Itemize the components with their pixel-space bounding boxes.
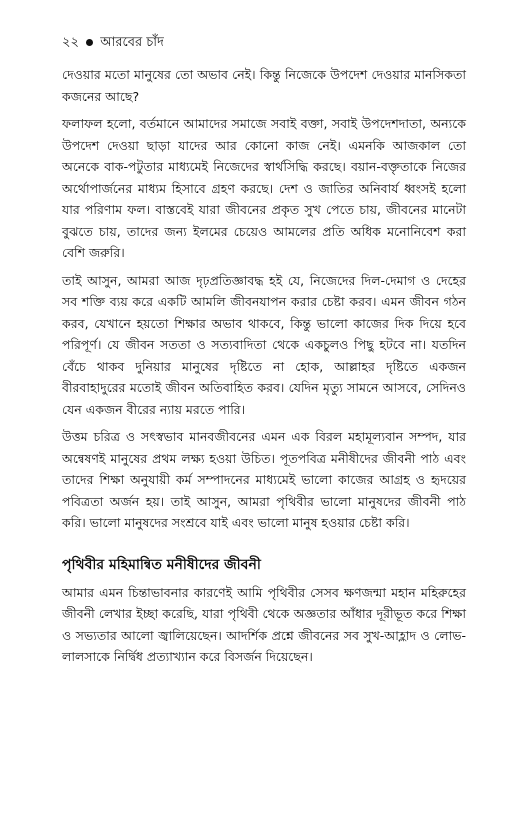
paragraph-3: তাই আসুন, আমরা আজ দৃঢ়প্রতিজ্ঞাবদ্ধ হই যে, নিজেদের দিল-দেমাগ ও দেহের সব শক্তি ব্যয় করে একটি আমলি জীবনযাপন করার চেষ্টা করব। এমন জীবন গঠন করব, যেখানে হয়তো শিক্ষার অভাব থাকবে, কিন্তু ভালো কাজের দিক দিয়ে হবে পরিপূর্ণ। যে জীবন সততা ও সত্যবাদিতা থেকে একচুলও পিছু হটবে না। যতদিন বেঁচে থাকব দুনিয়ার মানুষের দৃষ্টিতে না হোক, আল্লাহর দৃষ্টিতে একজন বীরবাহাদুরের মতোই জীবন অতিবাহিত করব। যেদিন মৃত্যু সামনে আসবে, সেদিনও যেন একজন বীরের ন্যায় মরতে পারি। xyxy=(62,272,466,417)
running-header xyxy=(62,34,466,52)
book-page xyxy=(62,34,466,674)
paragraph-1: দেওয়ার মতো মানুষের তো অভাব নেই। কিন্তু নিজেকে উপদেশ দেওয়ার মানসিকতা কজনের আছে? xyxy=(62,67,466,104)
section-paragraph: আমার এমন চিন্তাভাবনার কারণেই আমি পৃথিবীর সেসব ক্ষণজন্মা মহান মহিরুহের জীবনী লেখার ইচ্ছা করেছি, যারা পৃথিবী থেকে অজ্ঞতার আঁধার দূরীভূত করে শিক্ষা ও সভ্যতার আলো জ্বালিয়েছেন। আদর্শিক প্রশ্নে জীবনের সব সুখ-আহ্লাদ ও লোভ-লালসাকে নির্দ্বিধ প্রত্যাখ্যান করে বিসর্জন দিয়েছেন। xyxy=(62,584,466,664)
page-number: ২২ xyxy=(62,35,79,50)
paragraph-2: ফলাফল হলো, বর্তমানে আমাদের সমাজে সবাই বক্তা, সবাই উপদেশদাতা, অন্যকে উপদেশ দেওয়া ছাড়া যাদের আর কোনো কাজ নেই। এমনকি আজকাল তো অনেকে বাক-পটুতার মাধ্যমেই নিজেদের স্বার্থসিদ্ধি করছে। বয়ান-বক্তৃতাকে নিজের অর্থোপার্জনের মাধ্যম হিসাবে গ্রহণ করছে। দেশ ও জাতির অনিবার্য ধ্বংসই হলো যার পরিণাম ফল। বাস্তবেই যারা জীবনের প্রকৃত সুখ পেতে চায়, জীবনের মানেটা বুঝতে চায়, তাদের জন্য ইলমের চেয়েও আমলের প্রতি অধিক মনোনিবেশ করা বেশি জরুরি। xyxy=(62,116,466,260)
bullet-separator xyxy=(86,39,93,46)
section-heading: পৃথিবীর মহিমান্বিত মনীষীদের জীবনী xyxy=(62,556,261,573)
book-title: আরবের চাঁদ xyxy=(100,35,164,50)
paragraph-4: উত্তম চরিত্র ও সৎস্বভাব মানবজীবনের এমন এক বিরল মহামূল্যবান সম্পদ, যার অন্বেষণই মানুষের প্রথম লক্ষ্য হওয়া উচিত। পূতপবিত্র মনীষীদের জীবনী পাঠ এবং তাদের শিক্ষা অনুযায়ী কর্ম সম্পাদনের মাধ্যমেই ভালো কাজের আগ্রহ ও হৃদয়ের পবিত্রতা অর্জন হয়। তাই আসুন, আমরা পৃথিবীর ভালো মানুষদের জীবনী পাঠ করি। ভালো মানুষদের সংশ্রবে যাই এবং ভালো মানুষ হওয়ার চেষ্টা করি। xyxy=(62,429,466,530)
